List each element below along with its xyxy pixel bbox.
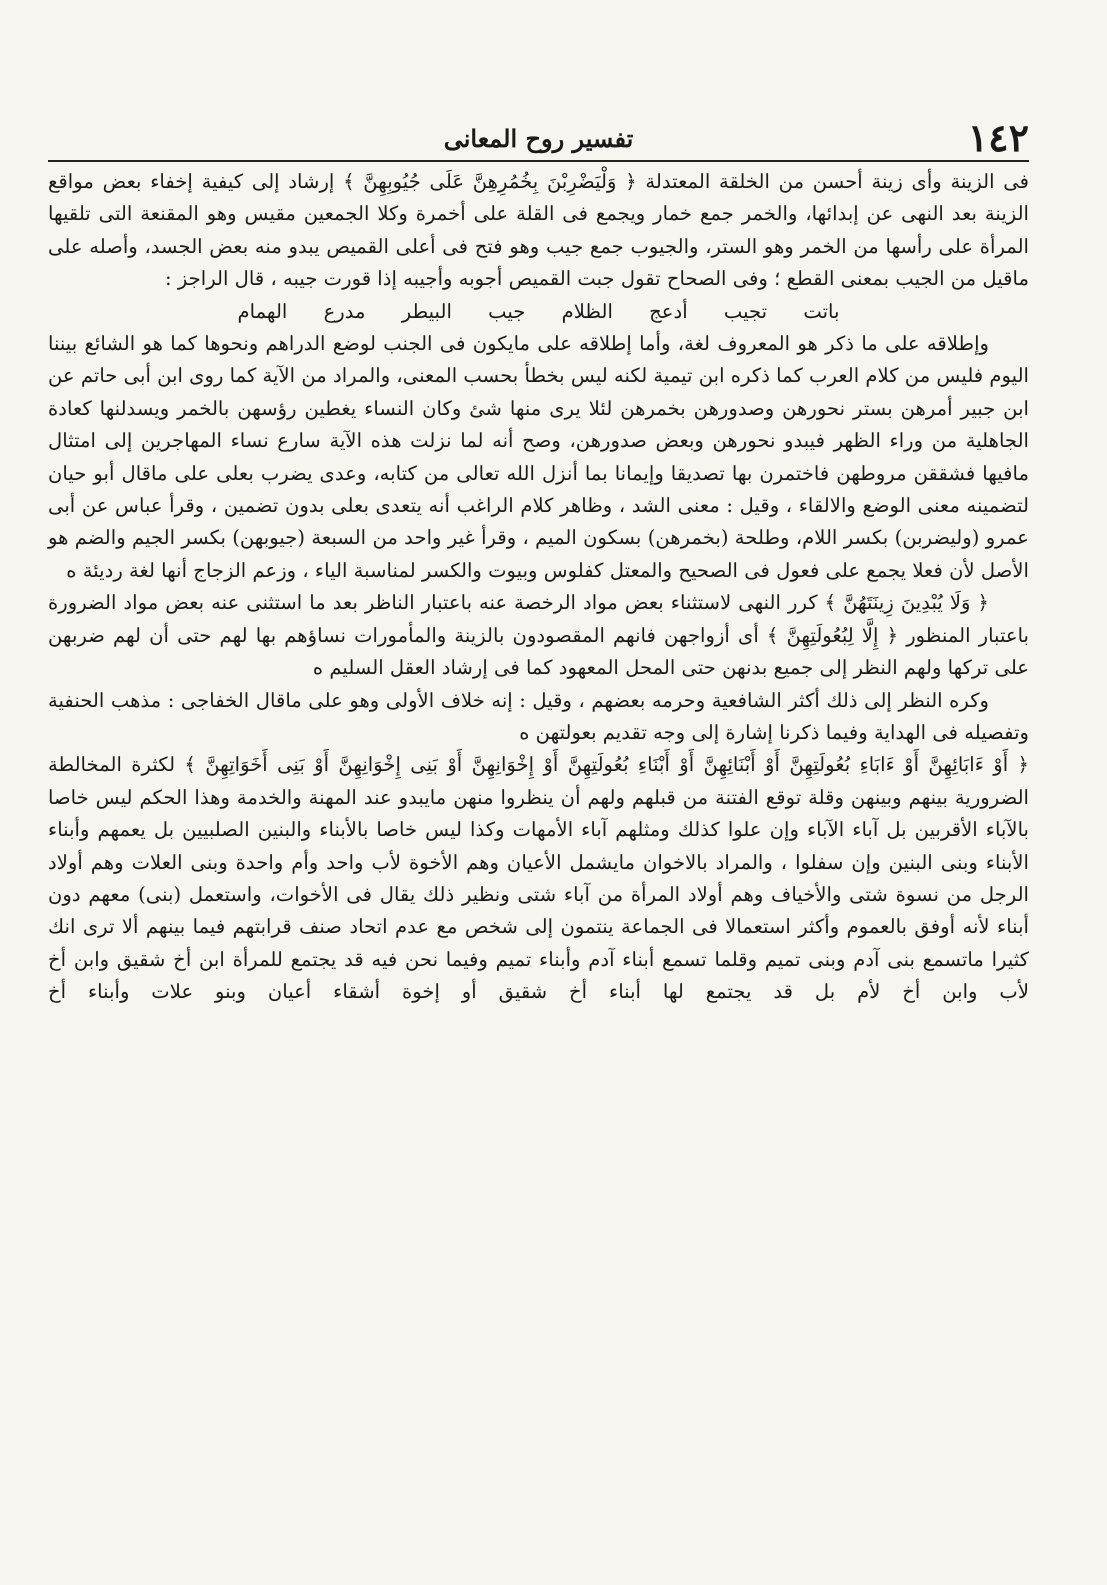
page-header bbox=[48, 115, 1029, 160]
paragraph-5: ﴿ أَوْ ءَابَائِهِنَّ أَوْ ءَابَاءِ بُعُولَتِهِنَّ أَوْ أَبْنَائِهِنَّ أَوْ أَبْنَاءِ بُعُولَتِهِنَّ أَوْ إِخْوَانِهِنَّ أَوْ بَنِى إِخْوَانِهِنَّ أَوْ بَنِى أَخَوَاتِهِنَّ ﴾ لكثرة المخالطة الضرورية بينهم وبينهن وقلة توقع الفتنة من قبلهم ولهم أن ينظروا منهن مايبدو عند المهنة والخدمة وهذا الحكم ليس خاصا بالآباء الأقربين بل آباء الآباء وإن علوا كذلك ومثلهم آباء الأمهات وكذا ليس خاصا بالأبناء والبنين الصلبيين بل يعمهم وأبناء الأبناء وبنى البنين وإن سفلوا ، والمراد بالاخوان مايشمل الأعيان وهم الأخوة لأب واحد وأم واحدة وبنى العلات وهم أولاد الرجل من نسوة شتى والأخياف وهم أولاد المرأة من آباء شتى ونظير ذلك يقال فى الأخوات، واستعمل (بنى) معهم دون أبناء لأنه أوفق بالعموم وأكثر استعمالا فى الجماعة ينتمون إلى شخص مع عدم اتحاد صنف قرابتهم فيما بينهم ألا ترى انك كثيرا ماتسمع بنى آدم وبنى تميم وقلما تسمع أبناء آدم وأبناء تميم وفيما نحن فيه قد يجتمع للمرأة ابن أخ شقيق وابن أخ لأب وابن أخ لأم بل قد يجتمع لها أبناء أخ شقيق أو إخوة أشقاء أعيان وبنو علات وأبناء أخ bbox=[48, 753, 1029, 1004]
running-title: تفسير روح المعانى bbox=[443, 124, 634, 153]
paragraph-3: ﴿ وَلَا يُبْدِينَ زِينَتَهُنَّ ﴾ كرر النهى لاستثناء بعض مواد الرخصة عنه باعتبار الناظر بعد ما استثنى عنه بعض مواد الضرورة باعتبار المنظور ﴿ إِلَّا لِبُعُولَتِهِنَّ ﴾ أى أزواجهن فانهم المقصودون بالزينة والمأمورات نساؤهم بها لهم حتى أن لهم ضربهن على تركها ولهم النظر إلى جميع بدنهن حتى المحل المعهود كما فى إرشاد العقل السليم ه bbox=[48, 591, 1029, 680]
header-divider bbox=[48, 160, 1029, 162]
paragraph-2: وإطلاقه على ما ذكر هو المعروف لغة، وأما إطلاقه على مايكون فى الجنب لوضع الدراهم ونحوها كما هو الشائع بيننا اليوم فليس من كلام العرب كما ذكره ابن تيمية لكنه ليس بخطأ بحسب المعنى، والمراد من الآية كما روى ابن أبى حاتم عن ابن جبير أمرهن بستر نحورهن وصدورهن بخمرهن لئلا يرى منها شئ وكان النساء يغطين رؤسهن بالخمر ويسدلنها كعادة الجاهلية من وراء الظهر فيبدو نحورهن وبعض صدورهن، وصح أنه لما نزلت هذه الآية سارع نساء المهاجرين إلى امتثال مافيها فشققن مروطهن فاختمرن بها تصديقا وإيمانا بما أنزل الله تعالى من كتابه، وعدى يضرب بعلى على ماقال أبو حيان لتضمينه معنى الوضع والالقاء ، وقيل : معنى الشد ، وظاهر كلام الراغب أنه يتعدى بعلى بدون تضمين ، وقرأ عباس عن أبى عمرو (وليضربن) بكسر اللام، وطلحة (بخمرهن) بسكون الميم ، وقرأ غير واحد من السبعة (جيوبهن) بكسر الجيم والضم هو الأصل لأن فعلا يجمع على فعول فى الصحيح والمعتل كفلوس وبيوت والكسر لمناسبة الياء ، وزعم الزجاج أنها لغة رديئة ه bbox=[48, 332, 1029, 582]
body-text bbox=[48, 166, 1029, 1009]
paragraph-1: فى الزينة وأى زينة أحسن من الخلقة المعتدلة ﴿ وَلْيَضْرِبْنَ بِخُمُرِهِنَّ عَلَى جُيُوبِهِنَّ ﴾ إرشاد إلى كيفية إخفاء بعض مواقع الزينة بعد النهى عن إبدائها، والخمر جمع خمار ويجمع فى القلة على أخمرة وكلا الجمعين مقيس وهو المقنعة التى تلقيها المرأة على رأسها من الخمر وهو الستر، والجيوب جمع جيب وهو فتح فى أعلى القميص يبدو منه بعض الجسد، وأصله على ماقيل من الجيب بمعنى القطع ؛ وفى الصحاح تقول جبت القميص أجوبه وأجيبه إذا قورت جيبه ، قال الراجز : bbox=[48, 170, 1029, 291]
poetry-verse: باتت تجيب أدعج الظلام جيب البيطر مدرع الهمام bbox=[237, 299, 840, 323]
paragraph-4: وكره النظر إلى ذلك أكثر الشافعية وحرمه بعضهم ، وقيل : إنه خلاف الأولى وهو على ماقال الخفاجى : مذهب الحنفية وتفصيله فى الهداية وفيما ذكرنا إشارة إلى وجه تقديم بعولتهن ه bbox=[48, 688, 1029, 744]
page-number: ١٤٢ bbox=[967, 115, 1029, 160]
